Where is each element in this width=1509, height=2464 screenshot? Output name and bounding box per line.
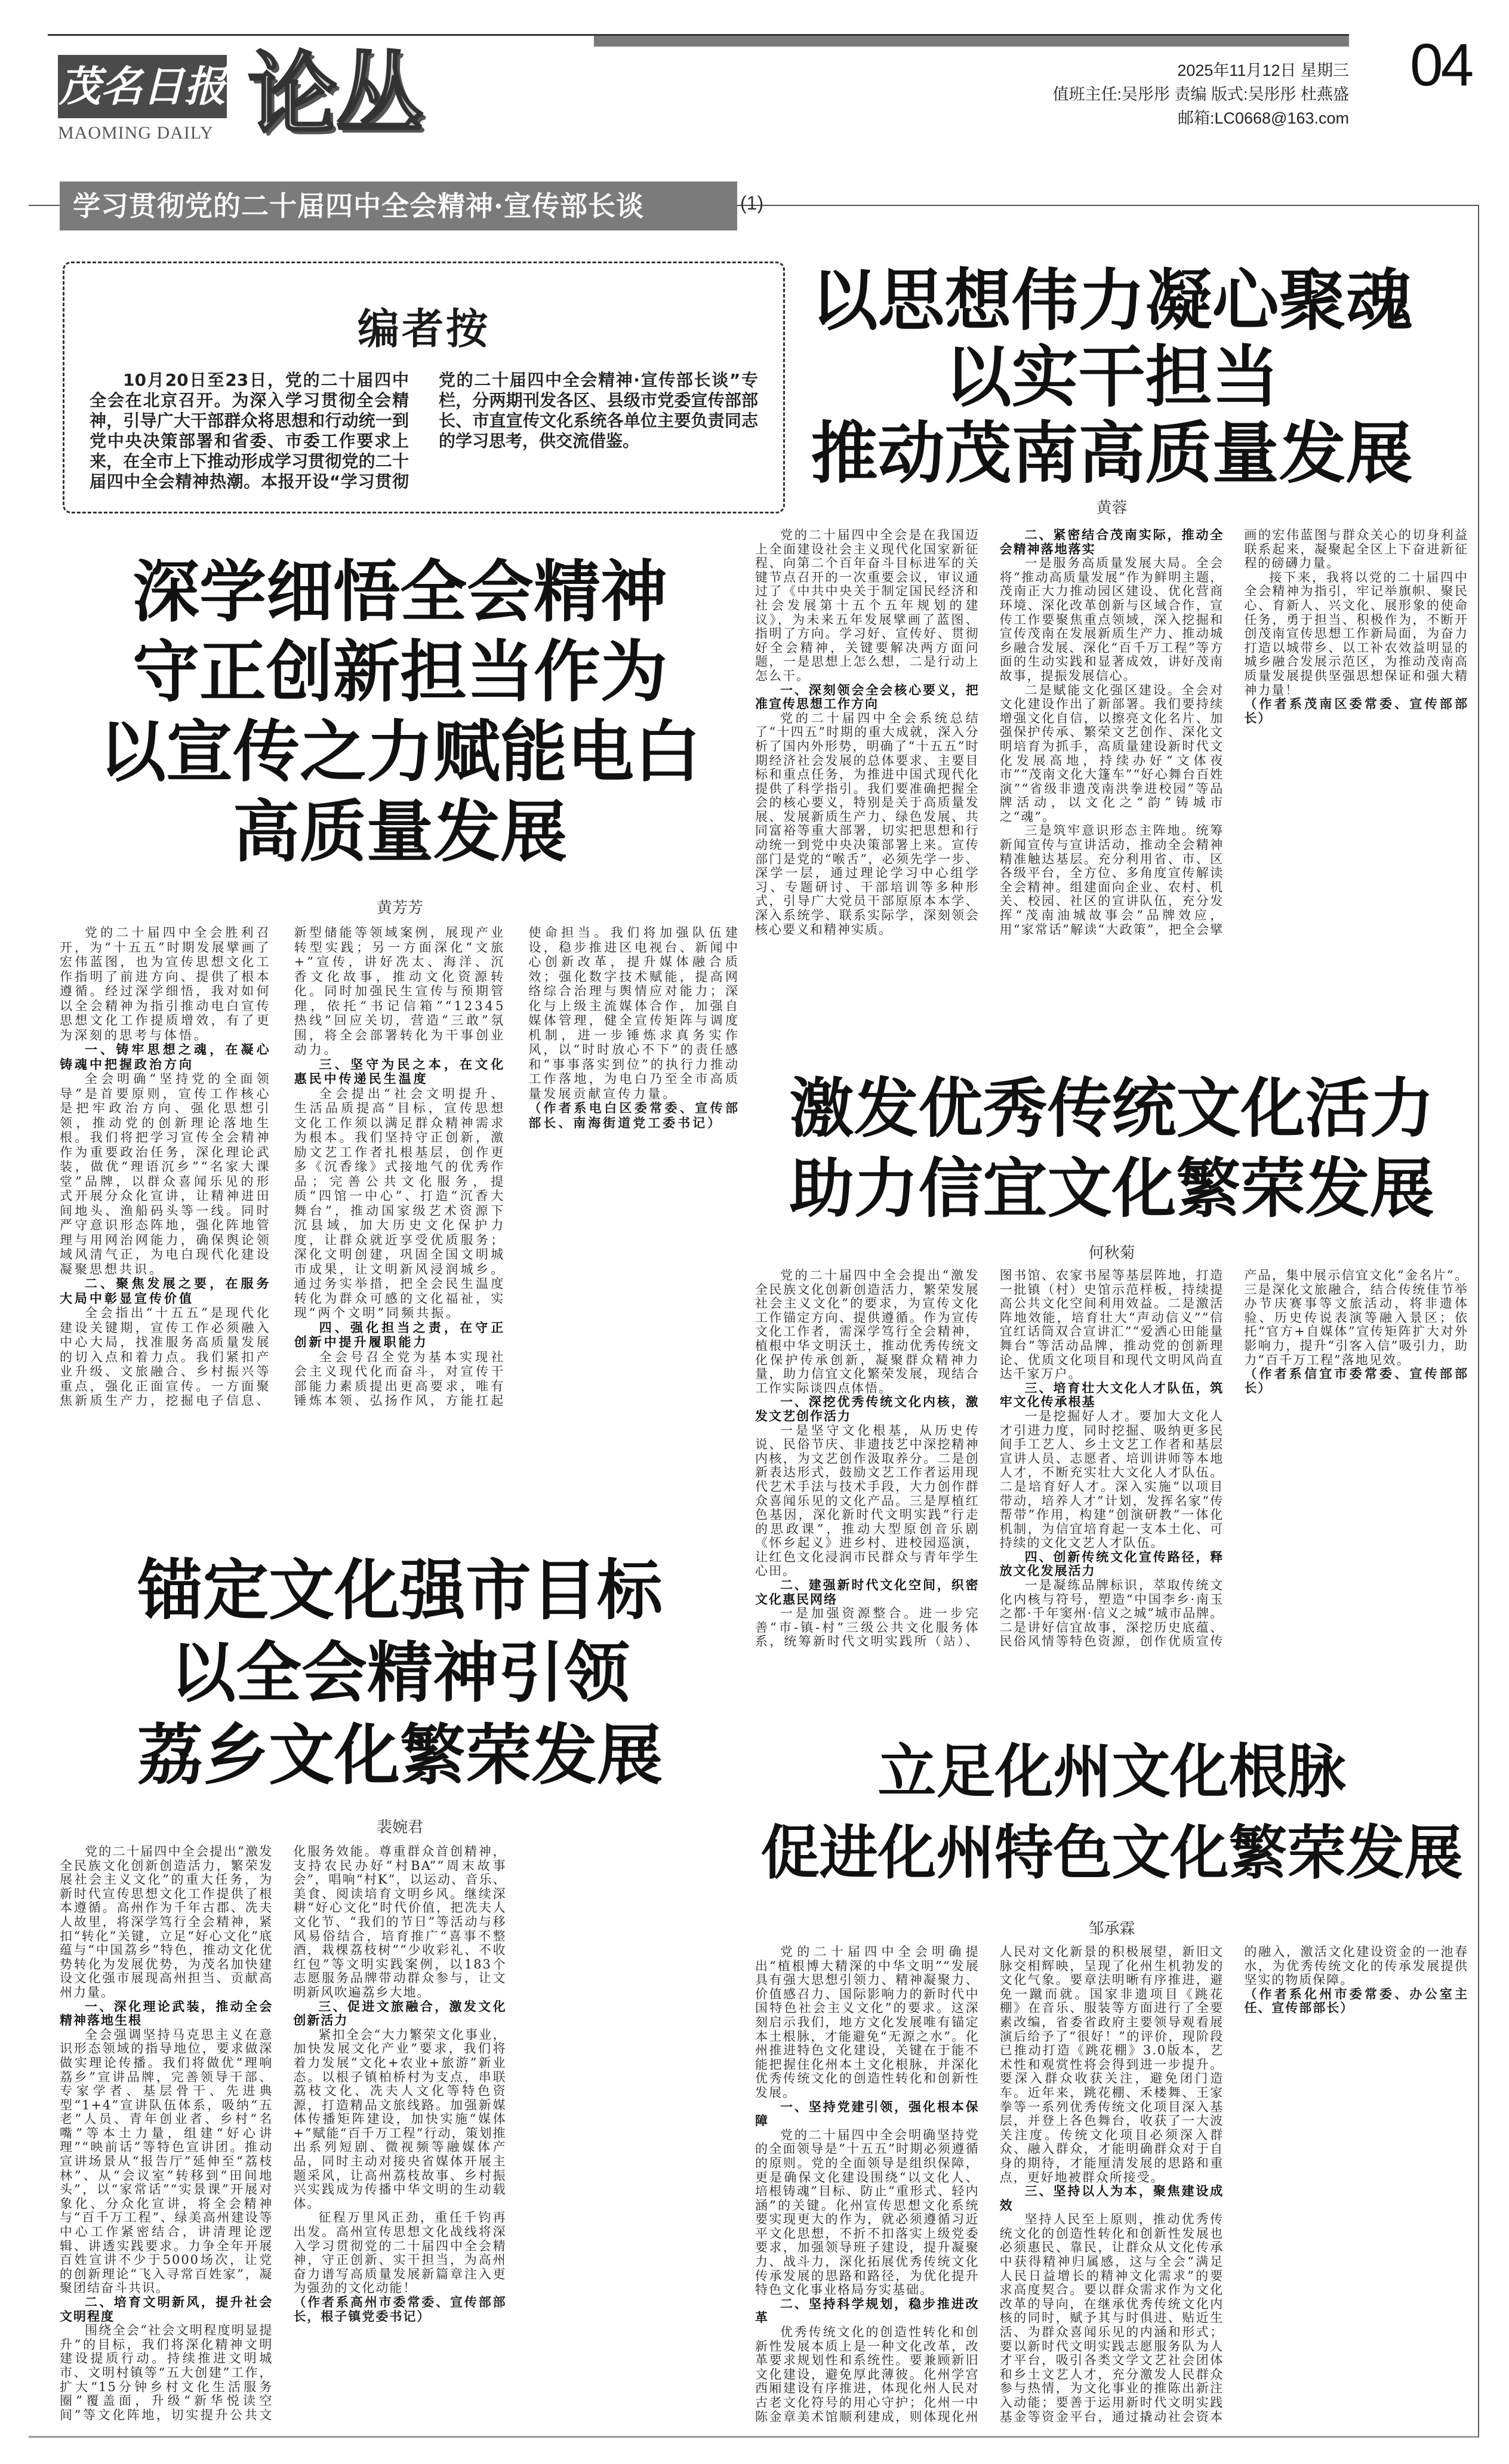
headline-line: 守正创新担当作为 <box>133 633 667 711</box>
top-band <box>594 36 1349 47</box>
editor-credits: 值班主任:吴彤彤 责编 版式:吴彤彤 杜燕盛 <box>1052 85 1349 103</box>
article-body <box>60 925 740 1409</box>
article-headline <box>60 1549 740 1797</box>
headline-line: 荔乡文化繁荣发展 <box>137 1717 663 1794</box>
article-body <box>755 528 1468 946</box>
headline-line: 助力信宜文化繁荣发展 <box>789 1151 1434 1226</box>
paragraph: 一是坚守文化根基，从历史传说、民俗节庆、非遗技艺中深挖精神内核，为文艺创作汲取养分。二是创新表达形式，鼓励文艺工作者运用现代艺术手法与技术手段，大力创作群众喜闻乐见的文化产品。三是厚植红色基因，深化新时代文明实践“行走的思政课”，推动大型原创音乐剧《怀乡起义》进乡村、进校园巡演，让红色文化浸润市民群众与青年学生心田。 <box>755 1423 980 1579</box>
section-heading: 四、强化担当之责，在守正创新中提升履职能力 <box>294 1320 506 1349</box>
section-heading: 二、聚焦发展之要，在服务大局中彰显宣传价值 <box>60 1276 272 1306</box>
paragraph: 一是挖掘好人才。要加大文化人才引进力度，同时挖掘、吸纳更多民间手工艺人、乡土文艺工作者和基层宣讲人员、志愿者、培训讲师等本地人才，不断充实壮大文化人才队伍。二是培育好人才。深入实施“以项目带动，培养人才”计划，发挥名家“传帮带”作用，构建“创演研教”一体化机制，为信宜培育起一支本土化、可持续的文化文艺人才队伍。 <box>999 1408 1224 1551</box>
newspaper-logo: 茂名日报 <box>58 55 227 118</box>
paragraph: 征程万里风正劲，重任千钧再出发。高州宣传思想文化战线将深入学习贯彻党的二十届四中全会精神，守正创新、实干担当，为高州奋力谱写高质量发展新篇章注入更为强劲的文化动能！ <box>293 2210 507 2296</box>
column-banner: 学习贯彻党的二十届四中全会精神·宣传部长谈 <box>60 182 737 230</box>
article-byline: 邹承霖 <box>1088 1920 1135 1938</box>
paragraph: 党的二十届四中全会提出“激发全民族文化创新创造活力，繁荣发展社会主义文化”的重大任务，为新时代宣传思想文化工作提供了根本遵循。高州作为千年古郡、冼夫人故里，将深学笃行全会精神，紧扣“转化”关键，立足“好心文化”底蕴与“中国荔乡”特色，推动文化优势转化为发展优势，为茂名加快建设文化强市展现高州担当、贡献高州力量。 <box>60 1845 273 1999</box>
paragraph: 接下来，我将以党的二十届四中全会精神为指引，牢记举旗帜、聚民心、育新人、兴文化、展形象的使命任务，勇于担当、积极作为，不断开创茂南宣传思想工作新局面，为奋力打造以城带乡、以工补农效益明显的城乡融合发展示范区，为推动茂南高质量发展提供坚强思想保证和强大精神力量！ <box>1244 570 1468 697</box>
section-heading: 三、促进文旅融合，激发文化创新活力 <box>293 1999 507 2028</box>
author-note: （作者系电白区委常委、宣传部部长、南海街道党工委书记） <box>528 1101 740 1130</box>
paragraph: 三是筑牢意识形态主阵地。统筹新闻宣传与宣讲活动，推动全会精神精准触达基层。充分利用省、市、区各级平台，全方位、多角度宣传解读全会精神。组建面向企业、农村、机关、校园、社区的宣讲队伍，充分发挥“茂南油城故事会”品牌效应，用“家常话”解读“大政策”，把全会擘画的宏伟蓝图与群众关心的切身利益联系起来，凝聚起全区上下奋进新征程的磅礴力量。 <box>999 528 1468 937</box>
section-heading: 二、紧密结合茂南实际，推动全会精神落地落实 <box>999 528 1224 556</box>
article-byline: 何秋菊 <box>1088 1244 1135 1262</box>
headline-line: 激发优秀传统文化活力 <box>789 1071 1434 1146</box>
section-heading: 一、深刻领会全会核心要义，把准宣传思想工作方向 <box>755 682 980 712</box>
paragraph: 坚持人民至上原则，推动优秀传统文化的创造性转化和创新性发展也必须惠民、靠民，让群众从文化传承中获得精神归属感，这与全会“满足人民日益增长的精神文化需求”的要求高度契合。要以群众需求作为文化改革的导向，在继承优秀传统文化内核的同时，赋予其与时俱进、贴近生活、为群众喜闻乐见的内涵和形式；要以新时代文明实践志愿服务队为人才平台，吸引各类文学文艺社会团体和乡土文艺人才，充分激发人民群众参与热情，为文化事业的推陈出新注入动能；要善于运用新时代文明实践基金等资金平台，通过撬动社会资本的融入，激活文化建设资金的一池春水，为优秀传统文化的传承发展提供坚实的物质保障。 <box>999 1945 1468 2424</box>
paragraph: 党的二十届四中全会明确坚持党的全面领导是“十五五”时期必须遵循的原则。党的全面领导是组织保障，更是确保文化建设围绕“以文化人、培根铸魂”目标、防止“重形式、轻内涵”的关键。化州宣传思想文化系统要实现更大的作为，就必须遵循习近平文化思想，不折不扣落实上级党委要求，加强领导班子建设，提升凝聚力、战斗力，深化拓展优秀传统文化传承发展的思路和路径，为优化提升特色文化事业格局夯实基础。 <box>755 2127 980 2297</box>
article-headline <box>755 1069 1468 1229</box>
paragraph: 全会提出“社会文明提升、生活品质提高”目标，宣传思想文化工作须以满足群众精神需求为根本。我们坚持守正创新，激励文艺工作者扎根基层，创作更多《沉香缘》式接地气的优秀作品；完善公共文化服务，提质“四馆一中心”、打造“沉香大舞台”，推动国家级艺术资源下沉县域，加大历史文化保护力度，让群众就近享受优质服务；深化文明创建，巩固全国文明城市成果，让文明新风浸润城乡。通过务实举措，把全会民生温度转化为群众可感的文化福祉，实现“两个文明”同频共振。 <box>294 1086 506 1320</box>
section-title: 论丛 <box>248 42 423 147</box>
headline-line: 以宣传之力赋能电白 <box>99 713 701 791</box>
headline-line: 促进化州特色文化繁荣发展 <box>760 1819 1463 1887</box>
headline-line: 以思想伟力凝心聚魂 <box>811 262 1413 340</box>
editor-note-title: 编者按 <box>358 304 490 353</box>
headline-line: 以全会精神引领 <box>170 1634 630 1711</box>
paragraph: 党的二十届四中全会胜利召开，为“十五五”时期发展擘画了宏伟蓝图，也为宣传思想文化工作指明了前进方向、提供了根本遵循。经过深学细悟，我对如何以全会精神为指引推动电白宣传思想文化工作提质增效，有了更为深刻的思考与体悟。 <box>60 925 272 1042</box>
page-number: 04 <box>1410 32 1472 99</box>
section-heading: 二、坚持科学规划，稳步推进改革 <box>755 2296 980 2325</box>
headline-line: 推动茂南高质量发展 <box>811 414 1413 493</box>
author-note: （作者系高州市委常委、宣传部部长，根子镇党委书记） <box>293 2295 507 2324</box>
editor-note-text: 10月20日至23日，党的二十届四中全会在北京召开。为深入学习贯彻全会精神，引导广大干部群众将思想和行动统一到党中央决策部署和省委、市委工作要求上来，在全市上下推动形成学习贯彻党的二十届四中全会精神热潮。本报开设“学习贯彻党的二十届四中全会精神·宣传部长谈”专栏，分两期刊发各区、县级市党委宣传部部长、市直宣传文化系统各单位主要负责同志的学习思考，供交流借鉴。 <box>90 370 758 491</box>
section-heading: 一、铸牢思想之魂，在凝心铸魂中把握政治方向 <box>60 1042 272 1072</box>
headline-line: 以实干担当 <box>944 338 1279 416</box>
headline-line: 锚定文化强市目标 <box>137 1552 663 1629</box>
section-heading: 二、培育文明新风，提升社会文明程度 <box>60 2295 273 2324</box>
section-heading: 三、培育壮大文化人才队伍，筑牢文化传承根基 <box>999 1380 1224 1410</box>
author-note: （作者系茂南区委常委、宣传部部长） <box>1244 697 1468 725</box>
author-note: （作者系化州市委常委、办公室主任、宣传部部长） <box>1244 1986 1468 2016</box>
issue-date: 2025年11月12日 星期三 <box>1177 61 1349 79</box>
headline-line: 深学细悟全会精神 <box>133 553 667 631</box>
article-byline: 裴婉君 <box>376 1819 423 1837</box>
article-byline: 黄芳芳 <box>376 899 423 917</box>
author-note: （作者系信宜市委常委、宣传部部长） <box>1244 1367 1468 1395</box>
paragraph: 优秀传统文化的创造性转化和创新性发展本质上是一种文化改革，改革要求规划性和系统性。要兼顾新旧文化建设，避免厚此薄彼。化州学宫西厢建设有序推进，体现化州人民对古老文化符号的用心守护；化州一中陈金章美术馆顺利建成，则体现化州人民对文化新景的积极展望，新旧文脉交相辉映，呈现了化州生机勃发的文化气象。要章法明晰有序推进，避免一蹴而就。国家非遗项目《跳花棚》在音乐、服装等方面进行了全要素改编，省委省政府主要领导观看展演后给予了“很好！”的评价，现阶段已推动打造《跳花棚》3.0版本，艺术性和观赏性将会得到进一步提升。要深入群众收获关注，避免闭门造车。近年来，跳花棚、禾楼舞、王家拳等一系列优秀传统文化项目深入基层，并登上各色舞台，收获了一大波关注度。传统文化项目必须深入群众、融入群众，才能明确群众对于自身的期待，才能厘清发展的思路和重点，更好地被群众所接受。 <box>755 1945 1224 2424</box>
article-headline <box>755 263 1468 492</box>
article-body <box>755 1945 1468 2432</box>
article-headline <box>755 1731 1468 1894</box>
article-headline <box>60 552 740 872</box>
paragraph: 全会强调坚持马克思主义在意识形态领域的指导地位，要求做深做实理论传播。我们将做优“理响荔乡”宣讲品牌，完善领导干部、专家学者、基层骨干、先进典型“1+4”宣讲队伍体系，吸纳“五老”人员、青年创业者、乡村“名嘴”等本土力量，组建“好心讲理”“映前话”等特色宣讲团。推动宣讲场景从“报告厅”延伸至“荔枝林”、从“会议室”转移到“田间地头”，以“家常话”“实景课”开展对象化、分众化宣讲，将全会精神与“百千万工程”、绿美高州建设等中心工作紧密结合，讲清理论逻辑、讲透实践要求。力争全年开展百姓宣讲不少于5000场次，让党的创新理论“飞入寻常百姓家”，凝聚团结奋斗共识。 <box>60 2027 273 2296</box>
section-heading: 一、深化理论武装，推动全会精神落地生根 <box>60 1999 273 2028</box>
section-heading: 三、坚守为民之本，在文化惠民中传递民生温度 <box>294 1057 506 1086</box>
paragraph: 紧扣全会“大力繁荣文化事业，加快发展文化产业”要求，我们将着力发展“文化+农业+旅游”新业态。以根子镇柏桥村为支点，串联荔枝文化、冼夫人文化等特色资源，打造精品文旅线路。加强新媒体传播矩阵建设，加快实施“媒体+”赋能“百千万工程”行动，策划推出系列短剧、微视频等融媒体产品，同时主动对接央省媒体开展主题采风，让高州荔枝故事、乡村振兴实践成为传播中华文明的生动载体。 <box>293 2027 507 2211</box>
paragraph: 全会明确“坚持党的全面领导”是首要原则，宣传工作核心是把牢政治方向、强化思想引领，推动党的创新理论落地生根。我们将把学习宣传全会精神作为重要政治任务，深化理论武装，做优“理语沉乡”“名家大课堂”品牌，以群众喜闻乐见的形式开展分众化宣讲，让精神进田间地头、渔船码头等一线。同时严守意识形态阵地，强化阵地管理与用网治网能力，确保舆论领域风清气正，为电白现代化建设凝聚思想共识。 <box>60 1072 272 1276</box>
article-body <box>60 1845 740 2427</box>
paragraph: 党的二十届四中全会是在我国迈上全面建设社会主义现代化国家新征程、向第二个百年奋斗目标进军的关键节点召开的一次重要会议，审议通过了《中共中央关于制定国民经济和社会发展第十五个五年规划的建议》，为未来五年发展擘画了蓝图、指明了方向。学习好、宣传好、贯彻好全会精神，关键要解决两方面问题，一是思想上怎么想，二是行动上怎么干。 <box>755 528 980 683</box>
editor-note-body <box>90 370 758 505</box>
section-heading: 三、坚持以人为本，聚焦建设成效 <box>999 2184 1224 2213</box>
paragraph: 党的二十届四中全会提出“激发全民族文化创新创造活力，繁荣发展社会主义文化”的要求，为宣传文化工作锚定方向、提供遵循。作为宣传文化工作者，需深学笃行全会精神，植根中华文明沃土，推动优秀传统文化保护传承创新，凝聚群众精神力量，助力信宜文化繁荣发展，现结合工作实际谈四点体悟。 <box>755 1269 980 1395</box>
paragraph: 围绕全会“社会文明程度明显提升”的目标，我们将深化精神文明建设提质行动。持续推进文明城市、文明村镇等“五大创建”工作，扩大“15分钟乡村文化生活服务圈”覆盖面，升级“新华悦读空间”等文化阵地，切实提升公共文化服务效能。尊重群众首创精神，支持农民办好“村BA”“周末故事会”，唱响“村K”，以运动、音乐、美食、阅读培育文明乡风。继续深耕“好心文化”时代价值，把冼夫人文化节、“我们的节日”等活动与移风易俗结合，培育推广“喜事不整酒，栽棵荔枝树”“少收彩礼、不收红包”等文明实践案例，以183个志愿服务品牌带动群众参与，让文明新风吹遍荔乡大地。 <box>60 1845 507 2422</box>
paragraph: 全会号召全党为基本实现社会主义现代化而奋斗，对宣传干部能力素质提出更高要求，唯有锤炼本领、弘扬作风，方能扛起使命担当。我们将加强队伍建设，稳步推进区电视台、新闻中心创新改革，提升媒体融合质效；强化数字技术赋能，提高网络综合治理与舆情应对能力；深化与上级主流媒体合作，加强自媒体管理，健全宣传矩阵与调度机制，进一步锤炼求真务实作风，以“时时放心不下”的责任感和“事事落实到位”的执行力推动工作落地，为电白乃至全市高质量发展贡献宣传力量。 <box>294 925 740 1408</box>
section-heading: 一、坚持党建引领，强化根本保障 <box>755 2099 980 2128</box>
paragraph: 一是加强资源整合。进一步完善“市-镇-村”三级公共文化服务体系，统筹新时代文明实践所（站）、图书馆、农家书屋等基层阵地，打造一批镇（村）史馆示范样板，持续提高公共文化空间利用效益。二是激活阵地效能，培育壮大“声动信义”“信宜红话筒双合宣讲汇”“爱洒心田能量舞台”等活动品牌，推动党的创新理论、优质文化项目和现代文明风尚直达千家万户。 <box>755 1269 1224 1649</box>
paragraph: 全会指出“十五五”是现代化建设关键期，宣传工作必须融入中心大局，找准服务高质量发展的切入点和着力点。我们紧扣产业升级、文旅融合、乡村振兴等重点，强化正面宣传。一方面聚焦新质生产力，挖掘电子信息、新型储能等领域案例，展现产业转型实践；另一方面深化“文旅+”宣传，讲好冼太、海洋、沉香文化故事，推动文化资源转化。同时加强民生宣传与预期管理，依托“书记信箱”“12345热线”回应关切，营造“三敢”氛围，将全会部署转化为干事创业动力。 <box>60 925 506 1408</box>
headline-line: 立足化州文化根脉 <box>877 1737 1346 1806</box>
paragraph: 一是凝练品牌标识，萃取传统文化内核与符号，塑造“中国李乡·南玉之都·千年窦州·信义之城”城市品牌。二是讲好信宜故事，深挖历史底蕴、民俗风情等特色资源，创作优质宣传产品，集中展示信宜文化“金名片”。三是深化文旅融合，结合传统佳节举办节庆赛事等文旅活动，将非遗体验、历史传说表演等融入景区；依托“官方+自媒体”宣传矩阵扩大对外影响力，提升“引客入信”吸引力，助力“百千万工程”落地见效。 <box>999 1269 1468 1649</box>
paragraph: 党的二十届四中全会系统总结了“十四五”时期的重大成就，深入分析了国内外形势，明确了“十五五”时期经济社会发展的总体要求、主要目标和重点任务，为推进中国式现代化提供了科学指引。我们要准确把握全会的核心要义，特别是关于高质量发展、发展新质生产力、绿色发展、共同富裕等重大部署，切实把思想和行动统一到党中央决策部署上来。宣传部门是党的“喉舌”，必须先学一步、深学一层，通过理论学习中心组学习、专题研讨、干部培训等多种形式，引导广大党员干部原原本本学、深入系统学、联系实际学，深刻领会核心要义和精神实质。 <box>755 710 980 937</box>
article-byline: 黄蓉 <box>1096 499 1128 517</box>
section-heading: 四、创新传统文化宣传路径，释放文化发展活力 <box>999 1549 1224 1579</box>
section-heading: 一、深挖优秀传统文化内核，激发文艺创作活力 <box>755 1395 980 1423</box>
column-issue-number: (1) <box>740 192 764 214</box>
paragraph: 党的二十届四中全会明确提出“植根博大精深的中华文明”“发展具有强大思想引领力、精神凝聚力、价值感召力、国际影响力的新时代中国特色社会主义文化”的要求。这深刻启示我们，地方文化发展唯有锚定本土根脉，才能避免“无源之水”。化州推进特色文化建设，关键在于能不能把握住化州本土文化根脉，并深化优秀传统文化的创造性转化和创新性发展。 <box>755 1945 980 2100</box>
headline-line: 高质量发展 <box>233 793 567 871</box>
paragraph: 一是服务高质量发展大局。全会将“推动高质量发展”作为鲜明主题，茂南正大力推动园区建设、优化营商环境、深化改革创新与区域合作，宣传工作要聚焦重点领域，深入挖掘和宣传茂南在发展新质生产力、推动城乡融合发展、深化“百千万工程”等方面的生动实践和显著成效，讲好茂南故事，提振发展信心。 <box>999 556 1224 683</box>
section-heading: 二、建强新时代文化空间，织密文化惠民网络 <box>755 1578 980 1607</box>
paragraph: 二是赋能文化强区建设。全会对文化建设作出了新部署。我们要持续增强文化自信，以擦亮文化名片、加强保护传承、繁荣文艺创作、深化文明培育为抓手，高质量建设新时代文化发展高地，持续办好“文体夜市”“茂南文化大篷车”“好心舞台百姓演”“省级非遗茂南洪拳进校园”等品牌活动，以文化之“韵”铸城市之“魂”。 <box>999 682 1224 824</box>
contact-email: 邮箱:LC0668@163.com <box>1177 109 1349 127</box>
article-body <box>755 1269 1468 1651</box>
newspaper-logo-english: MAOMING DAILY <box>58 123 214 143</box>
